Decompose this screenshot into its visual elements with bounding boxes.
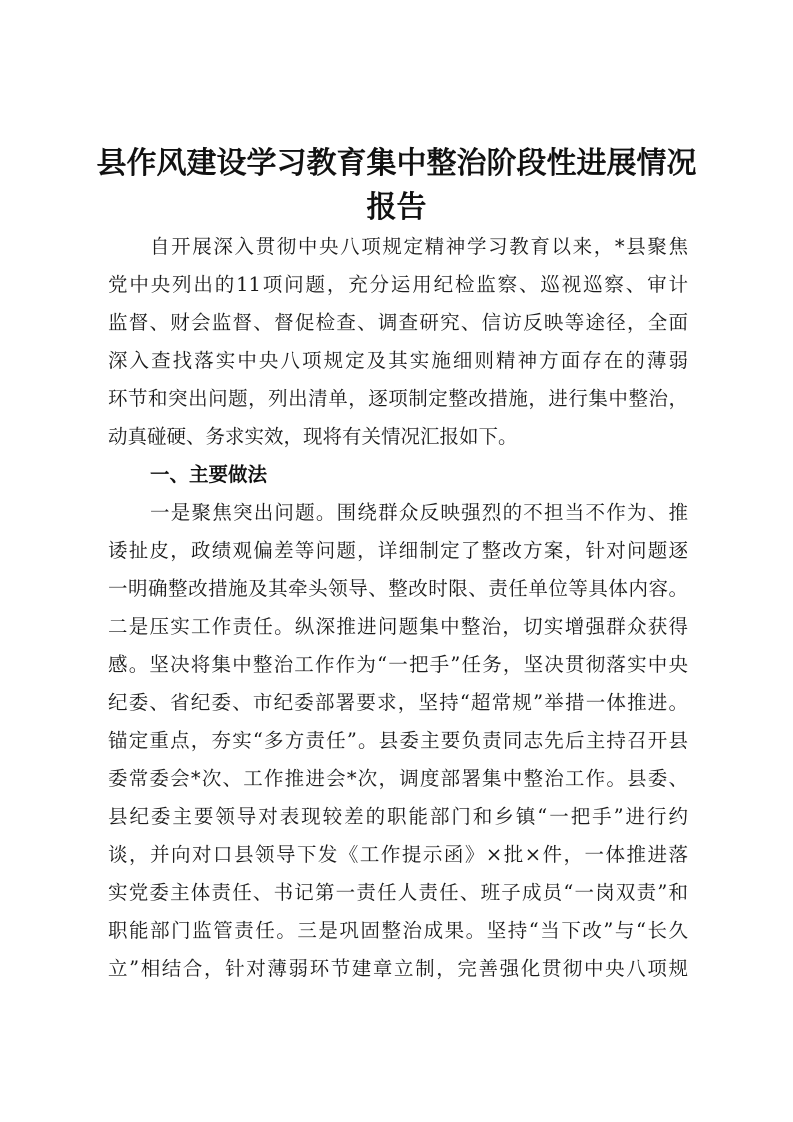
section-paragraph-line: 锚定重点，夯实“多方责任”。县委主要负责同志先后主持召开县 bbox=[108, 729, 688, 752]
document-title-line-1: 县作风建设学习教育集中整治阶段性进展情况 bbox=[96, 146, 697, 181]
intro-paragraph-line: 监督、财会监督、督促检查、调查研究、信访反映等途径，全面 bbox=[108, 311, 688, 334]
intro-paragraph-line: 深入查找落实中央八项规定及其实施细则精神方面存在的薄弱 bbox=[108, 349, 688, 372]
section-heading: 一、主要做法 bbox=[150, 463, 268, 486]
intro-paragraph-line: 环节和突出问题，列出清单，逐项制定整改措施，进行集中整治， bbox=[108, 387, 688, 410]
section-paragraph-line: 立”相结合，针对薄弱环节建章立制，完善强化贯彻中央八项规 bbox=[108, 957, 688, 980]
intro-paragraph-line: 动真碰硬、务求实效，现将有关情况汇报如下。 bbox=[108, 425, 518, 448]
section-paragraph-line: 实党委主体责任、书记第一责任人责任、班子成员“一岗双责”和 bbox=[108, 881, 688, 904]
document-title-line-2: 报告 bbox=[366, 190, 427, 225]
section-paragraph-line: 一是聚焦突出问题。围绕群众反映强烈的不担当不作为、推 bbox=[150, 501, 688, 524]
section-paragraph-line: 二是压实工作责任。纵深推进问题集中整治，切实增强群众获得 bbox=[108, 615, 688, 638]
intro-paragraph-line: 自开展深入贯彻中央八项规定精神学习教育以来，*县聚焦 bbox=[150, 235, 688, 258]
section-paragraph-line: 一明确整改措施及其牵头领导、整改时限、责任单位等具体内容。 bbox=[108, 577, 688, 600]
intro-paragraph-line: 党中央列出的11项问题，充分运用纪检监察、巡视巡察、审计 bbox=[108, 273, 688, 296]
section-paragraph-line: 委常委会*次、工作推进会*次，调度部署集中整治工作。县委、 bbox=[108, 767, 688, 790]
section-paragraph-line: 诿扯皮，政绩观偏差等问题，详细制定了整改方案，针对问题逐 bbox=[108, 539, 688, 562]
section-paragraph-line: 谈，并向对口县领导下发《工作提示函》×批×件，一体推进落 bbox=[108, 843, 688, 866]
section-paragraph-line: 县纪委主要领导对表现较差的职能部门和乡镇“一把手”进行约 bbox=[108, 805, 688, 828]
section-paragraph-line: 职能部门监管责任。三是巩固整治成果。坚持“当下改”与“长久 bbox=[108, 919, 688, 942]
section-paragraph-line: 纪委、省纪委、市纪委部署要求，坚持“超常规”举措一体推进。 bbox=[108, 691, 688, 714]
section-paragraph-line: 感。坚决将集中整治工作作为“一把手”任务，坚决贯彻落实中央 bbox=[108, 653, 688, 676]
